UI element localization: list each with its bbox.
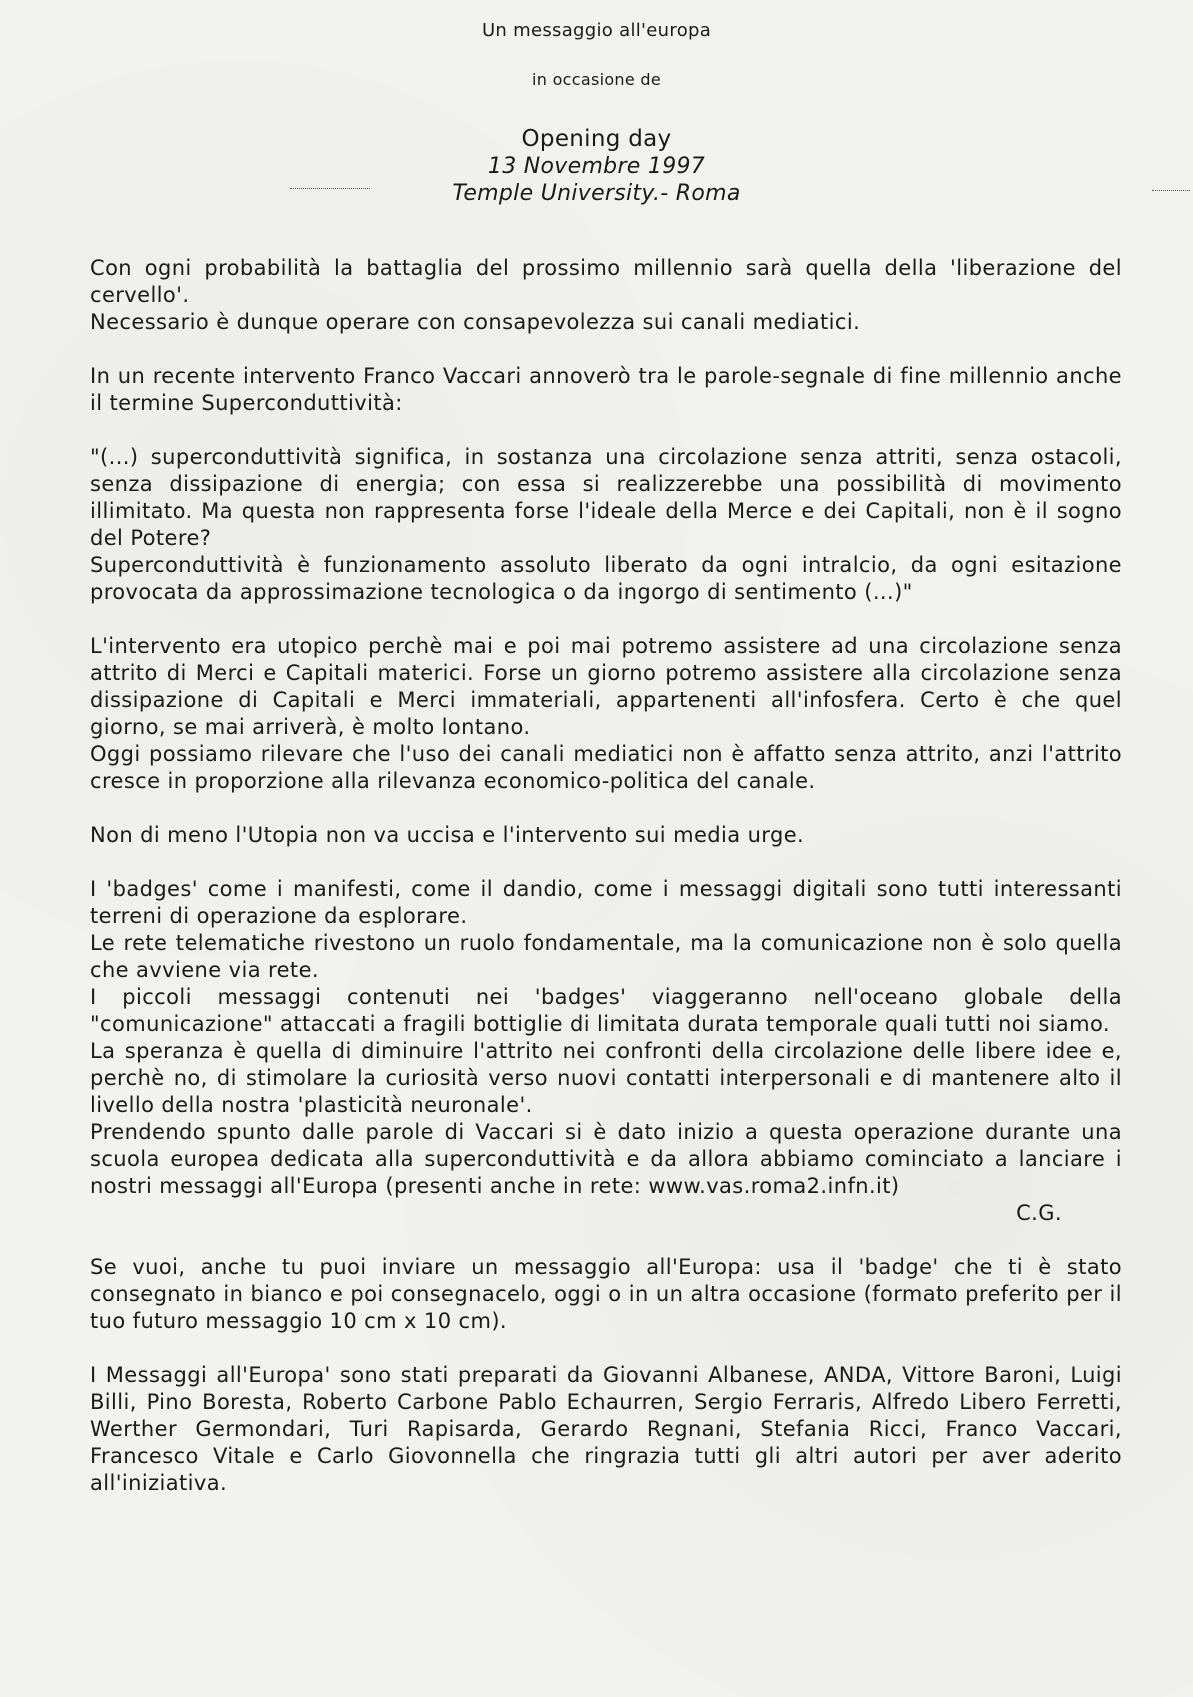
paragraph: Se vuoi, anche tu puoi inviare un messaggio all'Europa: usa il 'badge' che ti è stato consegnato in bianco e poi consegnacelo, oggi o in un altra occasione (formato preferito per il tuo futuro messaggio 10 cm x 10 cm). (90, 1255, 1122, 1333)
paragraph: Le rete telematiche rivestono un ruolo fondamentale, ma la comunicazione non è solo quella che avviene via rete. (90, 931, 1122, 982)
dotted-mark-left (290, 188, 370, 189)
paragraph: Con ogni probabilità la battaglia del prossimo millennio sarà quella della 'liberazione del cervello'. (90, 256, 1122, 307)
heading-line-2: in occasione de (532, 70, 661, 89)
event-date: 13 Novembre 1997 (487, 154, 706, 179)
paragraph: I Messaggi all'Europa' sono stati preparati da Giovanni Albanese, ANDA, Vittore Baroni, Luigi Billi, Pino Boresta, Roberto Carbone Pablo Echaurren, Sergio Ferraris, Alfredo Libero Ferretti, Werther Germondari, Turi Rapisarda, Gerardo Regnani, Stefania Ricci, Franco Vaccari, Francesco Vitale e Carlo Giovonnella che ringrazia tutti gli altri autori per aver aderito all'iniziativa. (90, 1363, 1122, 1495)
paragraph: I piccoli messaggi contenuti nei 'badges' viaggeranno nell'oceano globale della "comunicazione" attaccati a fragili bottiglie di limitata durata temporale quali tutti noi siamo. (90, 985, 1122, 1036)
quote-paragraph: Superconduttività è funzionamento assoluto liberato da ogni intralcio, da ogni esitazione provocata da approssimazione tecnologica o da ingorgo di sentimento (...)" (90, 553, 1122, 604)
event-venue: Temple University.- Roma (452, 181, 741, 206)
dotted-mark-right (1152, 190, 1190, 191)
paragraph: L'intervento era utopico perchè mai e poi mai potremo assistere ad una circolazione senza attrito di Merci e Capitali materici. Forse un giorno potremo assistere alla circolazione senza dissipazione di Capitali e Merci immateriali, appartenenti all'infosfera. Certo è che quel giorno, se mai arriverà, è molto lontano. (90, 634, 1122, 739)
paragraph: La speranza è quella di diminuire l'attrito nei confronti della circolazione delle libere idee e, perchè no, di stimolare la curiosità verso nuovi contatti interpersonali e di mantenere alto il livello della nostra 'plasticità neuronale'. (90, 1039, 1122, 1117)
paragraph: I 'badges' come i manifesti, come il dandio, come i messaggi digitali sono tutti interessanti terreni di operazione da esplorare. (90, 877, 1122, 928)
document-body (90, 255, 1122, 1497)
paragraph: Oggi possiamo rilevare che l'uso dei canali mediatici non è affatto senza attrito, anzi l'attrito cresce in proporzione alla rilevanza economico-politica del canale. (90, 742, 1122, 793)
quote-paragraph: "(...) superconduttività significa, in sostanza una circolazione senza attriti, senza ostacoli, senza dissipazione di energia; con essa si realizzerebbe una possibilità di movimento illimitato. Ma questa non rappresenta forse l'ideale della Merce e dei Capitali, non è il sogno del Potere? (90, 445, 1122, 550)
paragraph: Prendendo spunto dalle parole di Vaccari si è dato inizio a questa operazione durante una scuola europea dedicata alla superconduttività e da allora abbiamo cominciato a lanciare i nostri messaggi all'Europa (presenti anche in rete: www.vas.roma2.infn.it) (90, 1120, 1122, 1198)
paragraph: Necessario è dunque operare con consapevolezza sui canali mediatici. (90, 310, 861, 334)
paragraph: Non di meno l'Utopia non va uccisa e l'intervento sui media urge. (90, 823, 805, 847)
signature: C.G. (1016, 1201, 1062, 1225)
paragraph: In un recente intervento Franco Vaccari annoverò tra le parole-segnale di fine millennio anche il termine Superconduttività: (90, 364, 1122, 415)
event-title: Opening day (521, 126, 672, 152)
heading-line-1: Un messaggio all'europa (481, 20, 712, 41)
